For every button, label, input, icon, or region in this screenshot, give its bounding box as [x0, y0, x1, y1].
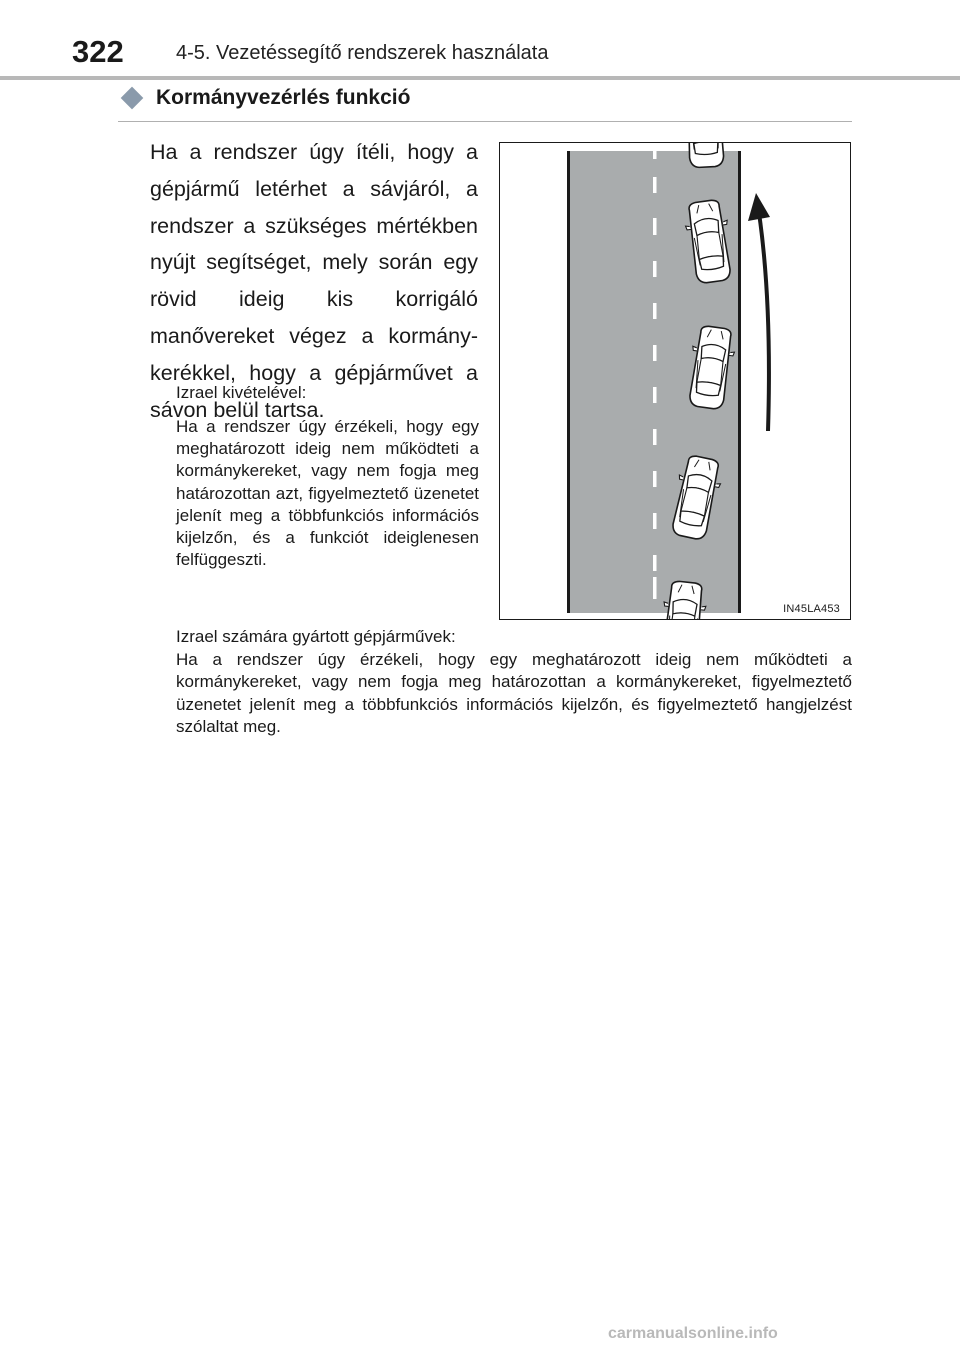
header-divider — [0, 76, 960, 80]
section-divider — [118, 121, 852, 122]
section-title: Kormányvezérlés funkció — [156, 86, 411, 109]
road-edge-left — [567, 151, 570, 613]
israel-paragraph: Ha a rendszer úgy érzékeli, hogy egy meghatározott ideig nem működteti a kormánykereket, vagy nem fogja meg határozottan a kormánykereket, figyelmeztető üzenetet jelenít meg a többfunkciós információs kijelzőn, és figyelmeztető hangjelzést szólaltat meg. — [176, 649, 852, 736]
road-edge-right — [738, 151, 741, 613]
main-paragraph: Ha a rendszer úgy ítéli, hogy a gépjármű letérhet a sávjáról, a rendszer a szükséges mértékben nyújt segítséget, mely során egy rövid ideig kis korrigáló manővereket végez a kormánykerékkel, hogy a gépjárművet a sávon belül tartsa. — [150, 140, 478, 422]
steering-arrow-icon — [759, 213, 769, 431]
page-number: 322 — [72, 34, 124, 69]
except-israel-paragraph: Ha a rendszer úgy érzékeli, hogy egy meghatározott ideig nem működteti a kormánykereket, vagy nem fogja meg határozottan azt, figyelmeztető üzenetet jelenít meg a többfunkciós információs kijelzőn, és a funkciót ideiglenesen felfüggeszti. — [176, 417, 479, 570]
israel-block — [176, 626, 852, 739]
section-heading — [118, 86, 852, 110]
lane-keeping-illustration — [499, 142, 851, 620]
except-israel-label: Izrael kivételével: — [176, 383, 307, 402]
road-diagram — [500, 143, 851, 620]
watermark: carmanualsonline.info — [608, 1325, 778, 1342]
arrow-head-icon — [748, 193, 770, 221]
chapter-title: 4-5. Vezetéssegítő rendszerek használata — [176, 42, 549, 64]
israel-label: Izrael számára gyártott gépjárművek: — [176, 627, 456, 646]
diamond-bullet-icon — [121, 87, 144, 110]
figure-code: IN45LA453 — [783, 603, 840, 615]
